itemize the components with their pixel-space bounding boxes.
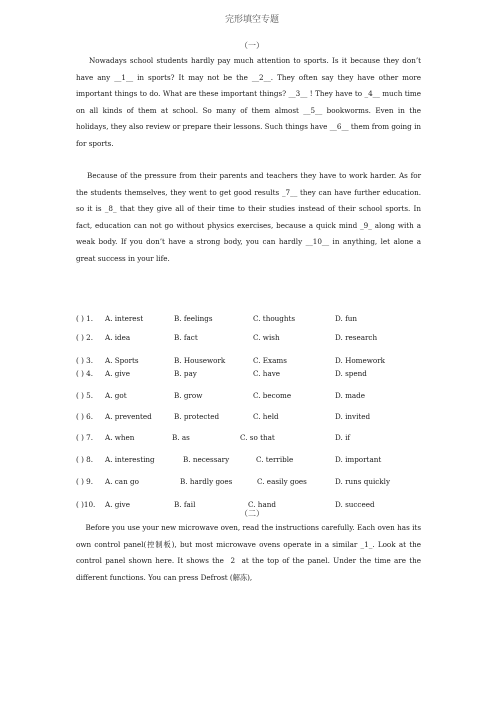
- question-number: ( ) 2.: [76, 333, 94, 342]
- option-a: A. got: [105, 391, 127, 400]
- option-c: C. terrible: [256, 455, 294, 464]
- option-c: C. have: [253, 369, 281, 378]
- option-a: A. give: [105, 369, 130, 378]
- option-b: B. protected: [174, 412, 220, 421]
- option-d: D. invited: [335, 412, 371, 421]
- option-d: D. runs quickly: [335, 477, 391, 486]
- question-number: ( ) 1.: [76, 314, 94, 323]
- question-number: ( ) 8.: [76, 455, 94, 464]
- option-b: B. as: [172, 433, 190, 442]
- section-1-label: （一）: [240, 41, 264, 50]
- option-c: C. easily goes: [257, 477, 307, 486]
- option-c: C. wish: [253, 333, 280, 342]
- option-b: B. feelings: [174, 314, 213, 323]
- option-b: B. grow: [174, 391, 203, 400]
- option-b: B. fact: [174, 333, 198, 342]
- question-number: ( )10.: [76, 500, 96, 509]
- option-d: D. made: [335, 391, 366, 400]
- option-b: B. hardly goes: [180, 477, 233, 486]
- section-2-label: （二）: [240, 509, 264, 518]
- option-b: B. necessary: [183, 455, 230, 464]
- option-d: D. Homework: [335, 356, 386, 365]
- section-1-paragraph-1: Nowadays school students hardly pay much attention to sports. Is it because they don’t have any __1__ in sports? It may not be the __2__. They often say they have other more important things to do. What are these important things? __3__ ! They have to _4__ much time on all kinds of them at school. So many of them almost __5__ bookworms. Even in the holidays, they also review or prepare their lessons. Such things have __6__ them from going in for sports.: [76, 56, 424, 148]
- option-c: C. hand: [248, 500, 276, 509]
- option-c: C. thoughts: [253, 314, 296, 323]
- section-1-paragraph-2: Because of the pressure from their parents and teachers they have to work harder. As for the students themselves, they went to get good results _7__ they can have further education. so it is _8_ that they give all of their time to their studies instead of their school sports. In fact, education can not go without physics exercises, because a quick mind _9_ along with a weak body. If you don’t have a strong body, you can hardly __10__ in anything, let alone a great success in your life.: [76, 171, 424, 263]
- option-b: B. pay: [174, 369, 197, 378]
- section-2-paragraph-1: Before you use your new microwave oven, read the instructions carefully. Each oven has its own control panel(控制板), but most microwave ovens operate in a similar _1_. Look at the control panel shown here. It shows the 2 at the top of the panel. Under the time are the different functions. You can press Defrost (解冻),: [76, 523, 424, 582]
- question-number: ( ) 9.: [76, 477, 94, 486]
- option-a: A. idea: [105, 333, 131, 342]
- option-d: D. important: [335, 455, 382, 464]
- option-c: C. held: [253, 412, 279, 421]
- option-c: C. become: [253, 391, 292, 400]
- option-a: A. when: [105, 433, 135, 442]
- question-number: ( ) 5.: [76, 391, 94, 400]
- option-b: B. fail: [174, 500, 196, 509]
- option-d: D. if: [335, 433, 351, 442]
- option-c: C. so that: [240, 433, 275, 442]
- option-d: D. research: [335, 333, 378, 342]
- option-d: D. spend: [335, 369, 367, 378]
- option-d: D. fun: [335, 314, 357, 323]
- option-b: B. Housework: [174, 356, 226, 365]
- option-d: D. succeed: [335, 500, 375, 509]
- option-a: A. Sports: [105, 356, 139, 365]
- option-a: A. interesting: [105, 455, 155, 464]
- option-c: C. Exams: [253, 356, 287, 365]
- question-number: ( ) 7.: [76, 433, 94, 442]
- option-a: A. prevented: [105, 412, 152, 421]
- question-number: ( ) 4.: [76, 369, 94, 378]
- option-a: A. can go: [105, 477, 139, 486]
- question-number: ( ) 6.: [76, 412, 94, 421]
- option-a: A. interest: [105, 314, 144, 323]
- page-title: 完形填空专题: [224, 15, 279, 25]
- option-a: A. give: [105, 500, 130, 509]
- question-number: ( ) 3.: [76, 356, 94, 365]
